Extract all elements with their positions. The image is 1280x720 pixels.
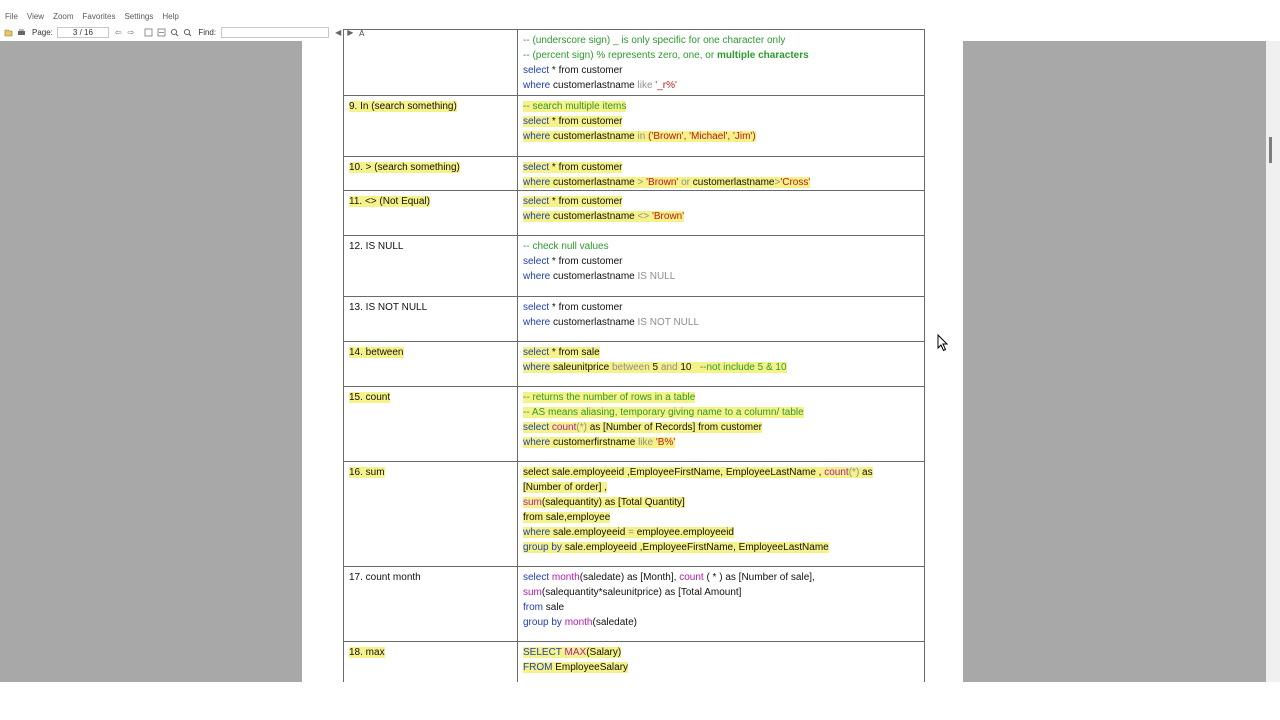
- code-token: >: [774, 177, 781, 188]
- menu-favorites[interactable]: Favorites: [82, 12, 116, 21]
- sql-reference-table: [343, 29, 925, 687]
- code-token: where: [523, 177, 551, 188]
- row-label-cell: [344, 567, 518, 642]
- table-row: [344, 297, 925, 342]
- row-code-cell: [518, 191, 925, 236]
- code-token: select: [523, 347, 550, 358]
- menu-view[interactable]: View: [26, 12, 45, 21]
- code-token: select: [523, 572, 550, 583]
- code-token: and: [660, 362, 678, 373]
- code-token: multiple characters: [716, 50, 809, 61]
- find-input[interactable]: [221, 27, 329, 38]
- code-line: [523, 254, 919, 269]
- code-token: as [Number of Records] from customer: [586, 422, 762, 433]
- row-code-cell: [518, 642, 925, 687]
- row-code-cell: [518, 30, 925, 96]
- code-token: employee.employeeid: [633, 527, 734, 538]
- code-line: [523, 33, 919, 48]
- code-token: -- (percent sign) % represents zero, one, or: [523, 50, 717, 61]
- row-label-cell: [344, 642, 518, 687]
- code-token: select: [523, 422, 550, 433]
- row-label: 14. between: [349, 347, 404, 358]
- code-token: month: [564, 617, 593, 628]
- row-label: 18. max: [349, 647, 385, 658]
- prev-page-icon[interactable]: ⇦: [114, 28, 122, 37]
- code-token: like: [638, 437, 654, 448]
- code-token: select: [523, 302, 550, 313]
- code-token: select: [523, 65, 550, 76]
- row-code-cell: [518, 297, 925, 342]
- menu-bar: [0, 10, 1280, 24]
- code-token: or: [681, 177, 690, 188]
- code-token: * from sale: [549, 347, 600, 358]
- menu-file[interactable]: File: [5, 12, 18, 21]
- table-row: [344, 567, 925, 642]
- row-label: 9. In (search something): [349, 101, 457, 112]
- code-token: customerlastname: [550, 131, 638, 142]
- code-token: * from customer: [549, 256, 623, 267]
- code-line: [523, 315, 919, 330]
- code-token: customerlastname: [550, 317, 638, 328]
- code-token: EmployeeSalary: [552, 662, 629, 673]
- row-label: 12. IS NULL: [349, 241, 404, 252]
- code-token: =: [628, 527, 634, 538]
- row-code-cell: [518, 462, 925, 567]
- page-label: Page:: [32, 28, 53, 37]
- code-line: [523, 585, 919, 600]
- code-token: ( * ) as [Number of sale],: [703, 572, 815, 583]
- code-token: 10: [677, 362, 700, 373]
- code-token: SELECT: [523, 647, 562, 658]
- row-code-cell: [518, 236, 925, 297]
- code-token: customerlastname: [550, 80, 638, 91]
- fit-page-icon[interactable]: [144, 28, 153, 37]
- code-token: sale.employeeid ,EmployeeFirstName, EmployeeLastName: [561, 542, 829, 553]
- code-token: customerlastname: [550, 177, 638, 188]
- row-label-cell: [344, 462, 518, 567]
- code-token: where: [523, 211, 551, 222]
- bottom-strip: [0, 682, 1280, 720]
- code-line: [523, 435, 919, 450]
- code-token: IS NOT NULL: [637, 317, 700, 328]
- code-line: [523, 390, 919, 405]
- code-token: (salequantity*saleunitprice) as [Total Amount]: [541, 587, 742, 598]
- code-token: customerlastname: [550, 271, 638, 282]
- code-line: [523, 525, 919, 540]
- code-token: '_r%': [652, 80, 677, 91]
- code-token: in: [637, 131, 646, 142]
- code-token: (saledate) as [Month],: [579, 572, 680, 583]
- code-token: 'Cross': [780, 177, 811, 188]
- code-token: 'Brown': [643, 177, 682, 188]
- code-token: where: [523, 80, 551, 91]
- find-label: Find:: [198, 28, 217, 37]
- print-icon[interactable]: [17, 28, 26, 37]
- code-token: sum: [523, 497, 542, 508]
- code-line: [523, 345, 919, 360]
- row-label-cell: [344, 342, 518, 387]
- next-page-icon[interactable]: ⇨: [127, 28, 135, 37]
- code-token: 'B%': [653, 437, 676, 448]
- row-code-cell: [518, 157, 925, 191]
- code-token: month: [551, 572, 580, 583]
- code-token: MAX: [564, 647, 587, 658]
- table-row: [344, 462, 925, 567]
- code-token: where: [523, 271, 551, 282]
- code-token: sum: [523, 587, 542, 598]
- row-label: 11. <> (Not Equal): [349, 196, 430, 207]
- code-token: [Number of order] ,: [523, 482, 607, 493]
- code-token: FROM: [523, 662, 553, 673]
- row-label-cell: [344, 387, 518, 462]
- code-line: [523, 300, 919, 315]
- code-line: [523, 160, 919, 175]
- code-token: IS NULL: [637, 271, 676, 282]
- menu-help[interactable]: Help: [162, 12, 179, 21]
- scrollbar-thumb[interactable]: [1269, 137, 1272, 163]
- row-code-cell: [518, 342, 925, 387]
- code-token: select: [523, 196, 550, 207]
- code-line: [523, 209, 919, 224]
- row-label-cell: [344, 191, 518, 236]
- code-token: * from customer: [549, 196, 623, 207]
- vertical-scrollbar[interactable]: [1266, 41, 1280, 682]
- code-token: (Salary): [586, 647, 622, 658]
- code-token: like: [637, 80, 653, 91]
- code-line: [523, 63, 919, 78]
- code-line: [523, 600, 919, 615]
- menu-zoom[interactable]: Zoom: [53, 12, 74, 21]
- zoom-out-icon[interactable]: [183, 28, 192, 37]
- page-number-input[interactable]: 3 / 16: [57, 27, 109, 38]
- row-label-cell: [344, 30, 518, 96]
- code-token: (salequantity) as [Total Quantity]: [541, 497, 685, 508]
- code-token: -- (underscore sign) _ is only specific for one character only: [523, 35, 786, 46]
- table-row: [344, 157, 925, 191]
- row-label: 15. count: [349, 392, 391, 403]
- code-token: group by: [523, 542, 562, 553]
- code-token: * from customer: [549, 162, 623, 173]
- code-line: [523, 615, 919, 630]
- code-token: where: [523, 362, 551, 373]
- code-token: (*): [576, 422, 587, 433]
- svg-text:A: A: [359, 29, 365, 38]
- row-code-cell: [518, 96, 925, 157]
- code-line: [523, 570, 919, 585]
- code-line: [523, 48, 919, 63]
- code-line: [523, 540, 919, 555]
- code-line: [523, 645, 919, 660]
- code-token: where: [523, 317, 551, 328]
- code-token: customerlastname: [690, 177, 775, 188]
- code-token: -- search multiple items: [523, 101, 627, 112]
- code-line: [523, 99, 919, 114]
- code-token: count: [679, 572, 704, 583]
- code-line: [523, 405, 919, 420]
- row-code-cell: [518, 387, 925, 462]
- row-label: 13. IS NOT NULL: [349, 302, 428, 313]
- row-code-cell: [518, 567, 925, 642]
- table-row: [344, 342, 925, 387]
- code-token: * from customer: [549, 302, 623, 313]
- code-token: sale: [543, 602, 565, 613]
- code-token: select: [523, 256, 550, 267]
- code-token: 5: [649, 362, 661, 373]
- code-line: [523, 194, 919, 209]
- table-row: [344, 191, 925, 236]
- table-row: [344, 236, 925, 297]
- code-line: [523, 269, 919, 284]
- row-label: 10. > (search something): [349, 162, 460, 173]
- code-token: saleunitprice: [550, 362, 612, 373]
- find-next-icon[interactable]: ▶: [347, 28, 354, 37]
- code-token: sale.employeeid: [550, 527, 629, 538]
- code-line: [523, 129, 919, 144]
- code-token: select: [523, 116, 550, 127]
- code-line: [523, 420, 919, 435]
- code-line: [523, 175, 919, 190]
- code-token: 'Brown': [649, 211, 685, 222]
- code-token: >: [637, 177, 644, 188]
- code-token: from: [523, 602, 543, 613]
- code-token: from sale,employee: [523, 512, 611, 523]
- table-row: [344, 642, 925, 687]
- code-token: customerfirstname: [550, 437, 639, 448]
- find-prev-icon[interactable]: ◀: [335, 28, 342, 37]
- code-token: count: [551, 422, 577, 433]
- code-token: -- returns the number of rows in a table: [523, 392, 696, 403]
- code-line: [523, 495, 919, 510]
- code-token: ('Brown', 'Michael', 'Jim'): [645, 131, 756, 142]
- row-label-cell: [344, 96, 518, 157]
- mouse-cursor-icon: [937, 334, 949, 352]
- row-label: 16. sum: [349, 467, 385, 478]
- row-label-cell: [344, 297, 518, 342]
- code-token: <>: [637, 211, 650, 222]
- code-token: where: [523, 527, 551, 538]
- code-token: where: [523, 437, 551, 448]
- row-label-cell: [344, 157, 518, 191]
- table-row: [344, 96, 925, 157]
- code-line: [523, 360, 919, 375]
- code-token: count: [824, 467, 849, 478]
- code-token: select: [523, 162, 550, 173]
- code-token: * from customer: [549, 116, 623, 127]
- document-viewport[interactable]: [0, 35, 1266, 682]
- code-token: customerlastname: [550, 211, 638, 222]
- code-line: [523, 465, 919, 480]
- code-token: (*): [848, 467, 860, 478]
- table-row: [344, 30, 925, 96]
- code-line: [523, 510, 919, 525]
- fit-width-icon[interactable]: [157, 28, 166, 37]
- code-line: [523, 480, 919, 495]
- code-token: group by: [523, 617, 562, 628]
- code-token: * from customer: [549, 65, 623, 76]
- row-label: 17. count month: [349, 572, 421, 583]
- code-token: where: [523, 131, 551, 142]
- code-token: -- AS means aliasing, temporary giving name to a column/ table: [523, 407, 804, 418]
- code-token: -- check null values: [523, 241, 609, 252]
- code-line: [523, 239, 919, 254]
- code-token: (saledate): [592, 617, 637, 628]
- table-row: [344, 387, 925, 462]
- code-token: as: [859, 467, 873, 478]
- code-token: --not include 5 & 10: [699, 362, 787, 373]
- code-token: between: [611, 362, 650, 373]
- code-token: select sale.employeeid ,EmployeeFirstName, EmployeeLastName ,: [523, 467, 825, 478]
- zoom-in-icon[interactable]: [170, 28, 179, 37]
- open-file-icon[interactable]: [4, 28, 13, 37]
- pdf-page: [302, 35, 963, 682]
- code-line: [523, 114, 919, 129]
- code-line: [523, 78, 919, 93]
- code-line: [523, 660, 919, 675]
- menu-settings[interactable]: Settings: [124, 12, 154, 21]
- row-label-cell: [344, 236, 518, 297]
